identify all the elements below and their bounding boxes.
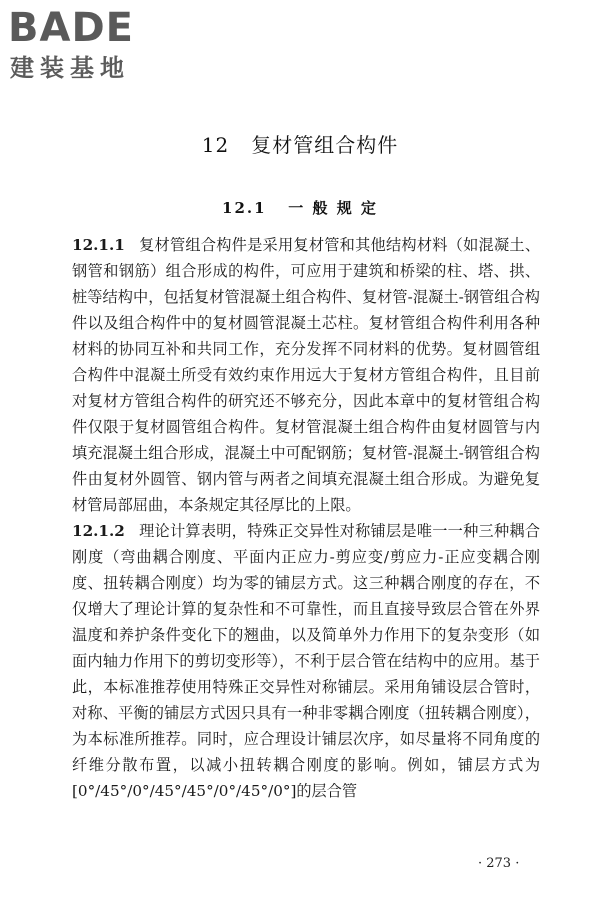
chapter-title	[0, 130, 600, 160]
logo-wordmark: BADE	[8, 5, 134, 51]
section-number: 12.1	[222, 199, 267, 217]
clause-text: 复材管组合构件是采用复材管和其他结构材料（如混凝土、钢管和钢筋）组合形成的构件，可应用于建筑和桥梁的柱、塔、拱、桩等结构中，包括复材管混凝土组合构件、复材管-混凝土-钢管组合构件以及组合构件中的复材圆管混凝土芯柱。复材管组合构件利用各种材料的协同互补和共同工作，充分发挥不同材料的优势。复材圆管组合构件中混凝土所受有效约束作用远大于复材方管组合构件，且目前对复材方管组合构件的研究还不够充分，因此本章中的复材管组合构件仅限于复材圆管组合构件。复材管混凝土组合构件由复材圆管与内填充混凝土组合形成，混凝土中可配钢筋；复材管-混凝土-钢管组合构件由复材外圆管、钢内管与两者之间填充混凝土组合形成。为避免复材管局部屈曲，本条规定其径厚比的上限。	[72, 236, 540, 514]
section-title-text: 一 般 规 定	[288, 199, 378, 217]
section-title	[0, 196, 600, 220]
clause-number: 12.1.1	[72, 236, 125, 254]
page-number: · 273 ·	[478, 856, 520, 871]
clause-number: 12.1.2	[72, 522, 125, 540]
clause-12-1-1	[72, 232, 540, 518]
logo-subtitle: 建装基地	[10, 54, 130, 82]
clause-text: 理论计算表明，特殊正交异性对称铺层是唯一一种三种耦合刚度（弯曲耦合刚度、平面内正应力-剪应变/剪应力-正应变耦合刚度、扭转耦合刚度）均为零的铺层方式。这三种耦合刚度的存在，不仅增大了理论计算的复杂性和不可靠性，而且直接导致层合管在外界温度和养护条件变化下的翘曲，以及简单外力作用下的复杂变形（如面内轴力作用下的剪切变形等），不利于层合管在结构中的应用。基于此，本标准推荐使用特殊正交异性对称铺层。采用角铺设层合管时，对称、平衡的铺层方式因只具有一种非零耦合刚度（扭转耦合刚度），为本标准所推荐。同时，应合理设计铺层次序，如尽量将不同角度的纤维分散布置，以减小扭转耦合刚度的影响。例如，铺层方式为[0°/45°/0°/45°/45°/0°/45°/0°]的层合管	[72, 522, 540, 800]
chapter-title-text: 复材管组合构件	[251, 133, 399, 157]
chapter-number: 12	[201, 133, 230, 157]
clause-12-1-2	[72, 518, 540, 804]
bade-logo	[8, 6, 178, 84]
body-text	[72, 232, 540, 804]
